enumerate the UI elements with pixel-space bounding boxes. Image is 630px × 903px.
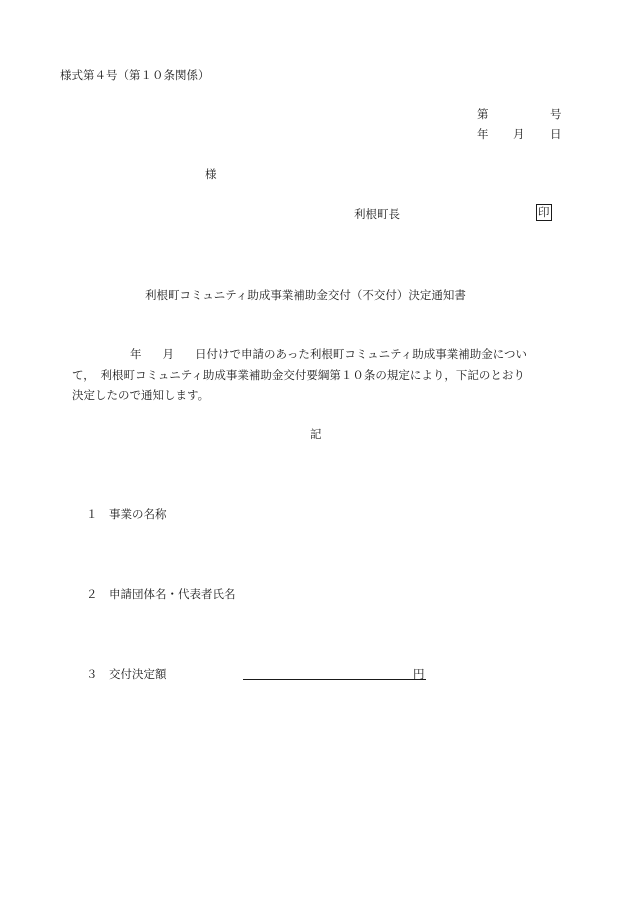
document-number-suffix: 号 [550,107,562,121]
date-year-label: 年 [477,127,489,141]
date-month-label: 月 [513,127,525,141]
item-label-project-name: 事業の名称 [109,507,167,521]
document-title: 利根町コミュニティ助成事業補助金交付（不交付）決定通知書 [145,288,466,302]
document-number-prefix: 第 [477,107,489,121]
addressee-honorific: 様 [205,167,217,181]
item-number: ２ [86,587,98,601]
ki-heading: 記 [310,427,322,441]
body-year-label: 年 [130,347,142,361]
body-line-3: 決定したので通知します。 [72,388,210,402]
item-label-applicant: 申請団体名・代表者氏名 [109,587,236,601]
date-day-label: 日 [550,127,562,141]
form-number: 様式第４号（第１０条関係） [60,68,210,82]
amount-underline [243,666,426,680]
amount-unit: 円 [413,667,425,681]
body-line-1 [72,346,527,362]
item-number: ３ [86,667,98,681]
seal-mark: 印 [538,205,550,219]
issuer-title: 利根町長 [354,207,400,221]
item-number: １ [86,507,98,521]
body-month-label: 月 [162,347,174,361]
body-line-2: て， 利根町コミュニティ助成事業補助金交付要綱第１０条の規定により，下記のとおり [72,368,525,382]
item-label-grant-amount: 交付決定額 [109,667,167,681]
body-line-1-text: 日付けで申請のあった利根町コミュニティ助成事業補助金につい [195,347,528,361]
